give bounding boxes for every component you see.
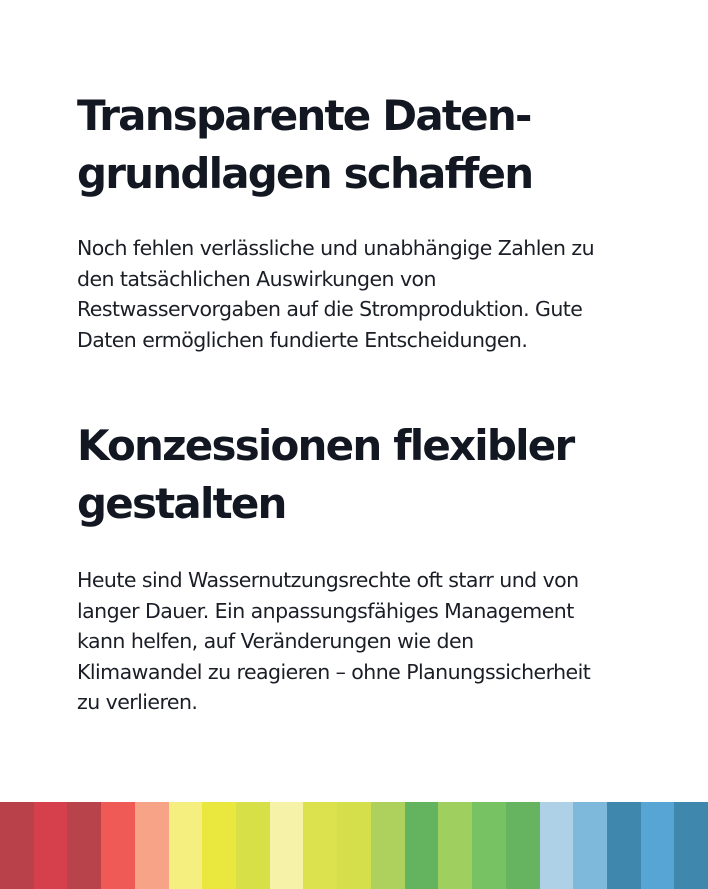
stripe-segment: [0, 802, 34, 889]
stripe-segment: [506, 802, 540, 889]
stripe-segment: [67, 802, 101, 889]
stripe-segment: [34, 802, 68, 889]
heading-line: gestalten: [77, 479, 286, 528]
heading-line: Transparente Daten-: [77, 91, 531, 140]
heading-line: grundlagen schaffen: [77, 149, 533, 198]
stripe-segment: [674, 802, 708, 889]
paragraph-line: Heute sind Wassernutzungsrechte oft starr und von: [77, 568, 579, 592]
section-heading-data: [77, 87, 667, 203]
section-heading-concessions: [77, 417, 667, 533]
paragraph-line: Restwasservorgaben auf die Stromproduktion. Gute: [77, 297, 583, 321]
stripe-segment: [540, 802, 574, 889]
section-paragraph-concessions: [77, 565, 667, 718]
stripe-segment: [405, 802, 439, 889]
heading-line: Konzessionen flexibler: [77, 421, 574, 470]
stripe-segment: [169, 802, 203, 889]
stripe-segment: [270, 802, 304, 889]
stripe-segment: [202, 802, 236, 889]
stripe-segment: [236, 802, 270, 889]
section-paragraph-data: [77, 233, 667, 355]
color-stripe-footer: [0, 802, 708, 889]
stripe-segment: [303, 802, 337, 889]
stripe-segment: [641, 802, 675, 889]
stripe-segment: [371, 802, 405, 889]
stripe-segment: [337, 802, 371, 889]
stripe-segment: [101, 802, 135, 889]
stripe-segment: [573, 802, 607, 889]
stripe-segment: [438, 802, 472, 889]
paragraph-line: zu verlieren.: [77, 690, 198, 714]
paragraph-line: kann helfen, auf Veränderungen wie den: [77, 629, 474, 653]
paragraph-line: Klimawandel zu reagieren – ohne Planungssicherheit: [77, 659, 591, 684]
stripe-segment: [607, 802, 641, 889]
paragraph-line: langer Dauer. Ein anpassungsfähiges Management: [77, 598, 574, 623]
stripe-segment: [135, 802, 169, 889]
paragraph-line: Daten ermöglichen fundierte Entscheidungen.: [77, 327, 528, 352]
paragraph-line: Noch fehlen verlässliche und unabhängige Zahlen zu: [77, 236, 595, 260]
stripe-segment: [472, 802, 506, 889]
paragraph-line: den tatsächlichen Auswirkungen von: [77, 266, 436, 291]
